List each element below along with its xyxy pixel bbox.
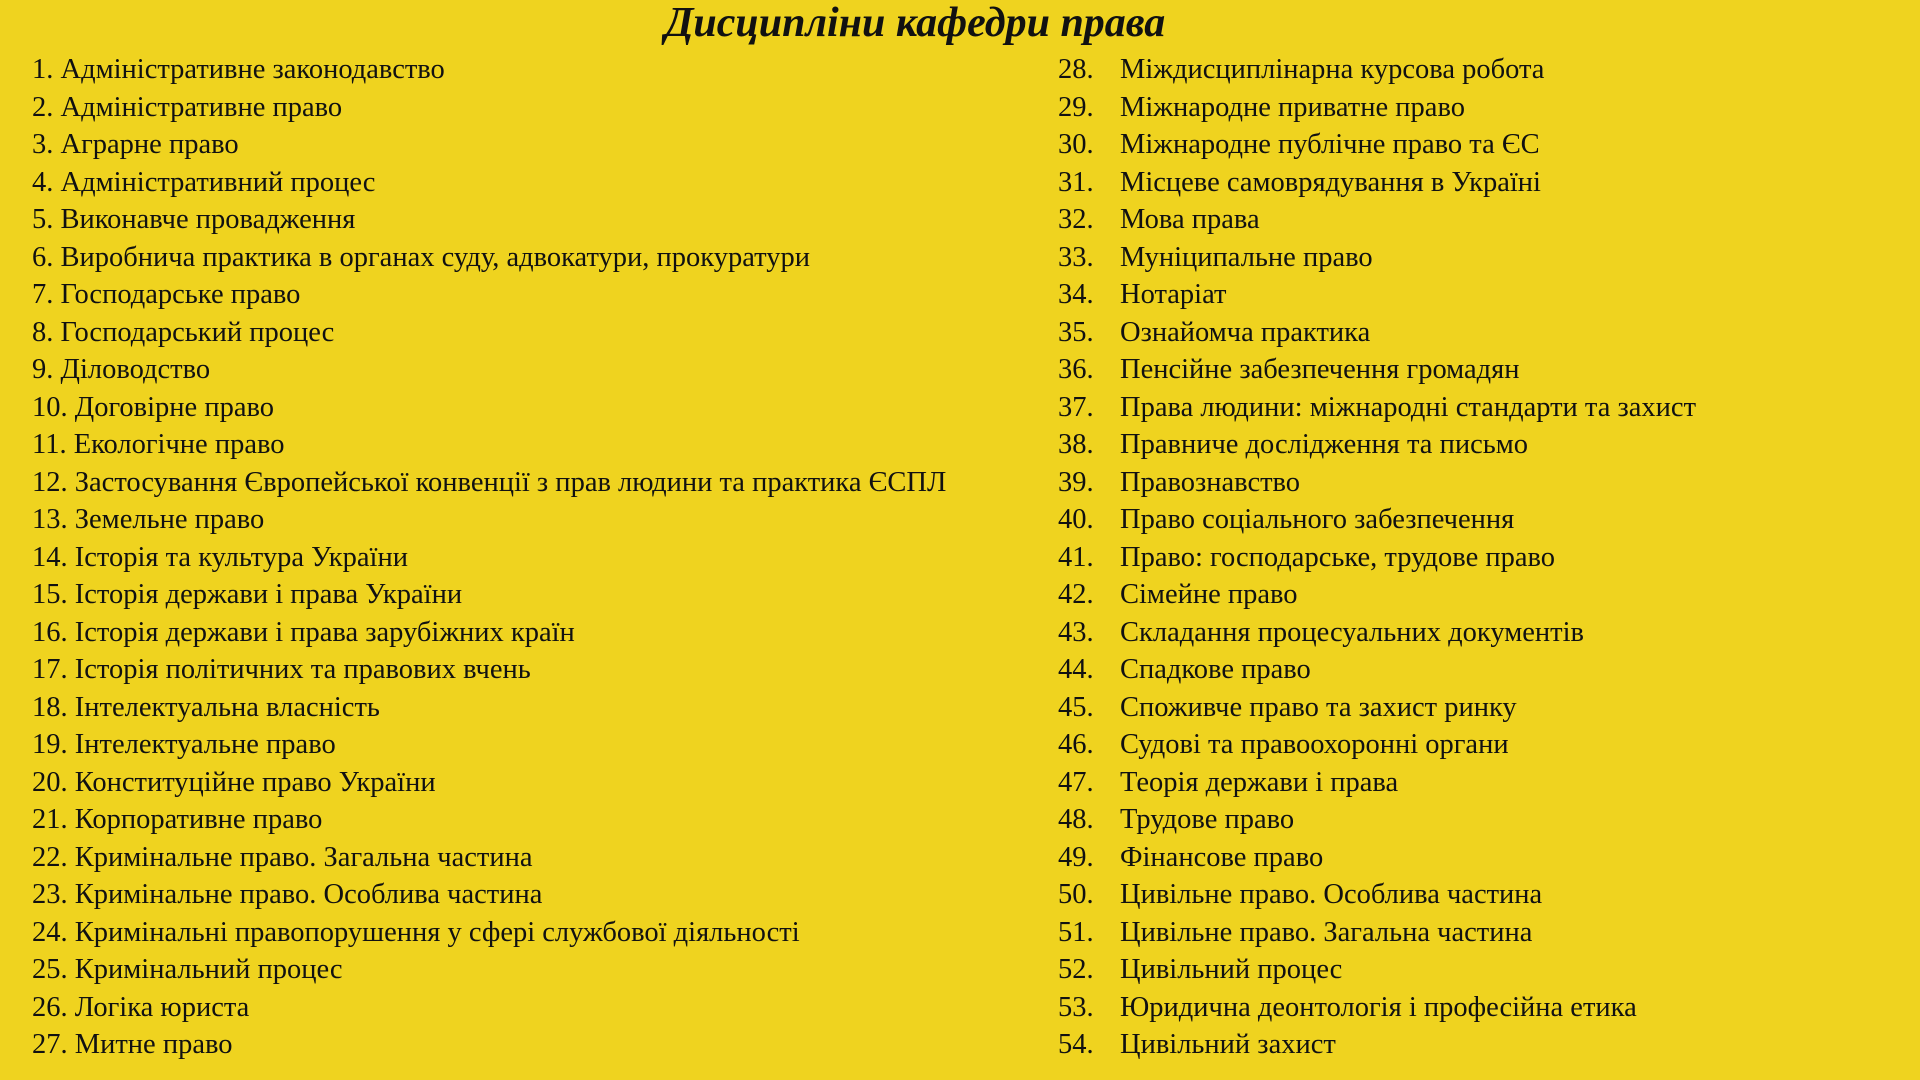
discipline-number: 38.	[1058, 429, 1094, 460]
discipline-name: Інтелектуальне право	[74, 729, 336, 760]
discipline-number: 39.	[1058, 466, 1094, 498]
discipline-item	[32, 876, 1052, 914]
discipline-item	[1058, 651, 1898, 689]
discipline-name: Митне право	[74, 1029, 233, 1060]
discipline-item	[1058, 614, 1898, 652]
discipline-name: Адміністративне законодавство	[60, 54, 445, 85]
discipline-item	[32, 464, 1052, 502]
discipline-number: 18.	[32, 691, 68, 723]
discipline-number: 34.	[1058, 279, 1094, 310]
discipline-number: 53.	[1058, 991, 1094, 1023]
discipline-number: 1.	[32, 54, 54, 85]
discipline-name: Юридична деонтологія і професійна етика	[1120, 991, 1637, 1023]
discipline-list-right	[1058, 51, 1898, 1064]
discipline-number: 41.	[1058, 541, 1094, 573]
discipline-number: 15.	[32, 579, 68, 610]
discipline-name: Правниче дослідження та письмо	[1120, 429, 1529, 460]
discipline-item	[32, 126, 1052, 164]
discipline-name: Корпоративне право	[74, 804, 323, 835]
discipline-number: 29.	[1058, 91, 1094, 123]
discipline-number: 36.	[1058, 354, 1094, 385]
discipline-name: Логіка юриста	[74, 991, 250, 1023]
discipline-number: 32.	[1058, 204, 1094, 235]
discipline-number: 4.	[32, 166, 54, 198]
discipline-item	[1058, 576, 1898, 614]
discipline-name: Цивільний захист	[1120, 1029, 1336, 1060]
discipline-name: Екологічне право	[73, 429, 285, 460]
discipline-item	[1058, 126, 1898, 164]
discipline-number: 45.	[1058, 691, 1094, 723]
discipline-item	[32, 164, 1052, 202]
discipline-number: 16.	[32, 616, 68, 648]
discipline-name: Виробнича практика в органах суду, адвокатури, прокуратури	[60, 241, 810, 273]
discipline-name: Історія держави і права зарубіжних країн	[74, 616, 575, 648]
discipline-name: Фінансове право	[1120, 841, 1324, 873]
discipline-name: Право соціального забезпечення	[1120, 504, 1515, 535]
discipline-list-left	[32, 51, 1052, 1064]
discipline-item	[1058, 764, 1898, 802]
discipline-item	[1058, 726, 1898, 764]
discipline-item	[32, 914, 1052, 952]
discipline-name: Спадкове право	[1120, 654, 1311, 685]
discipline-item	[1058, 914, 1898, 952]
discipline-number: 13.	[32, 504, 68, 535]
discipline-item	[1058, 839, 1898, 877]
discipline-item	[32, 501, 1052, 539]
discipline-name: Право: господарське, трудове право	[1120, 541, 1556, 573]
discipline-name: Історія та культура України	[74, 541, 408, 573]
discipline-name: Господарське право	[60, 279, 301, 310]
discipline-item	[1058, 314, 1898, 352]
discipline-number: 17.	[32, 654, 68, 685]
discipline-item	[32, 276, 1052, 314]
discipline-number: 22.	[32, 841, 68, 873]
discipline-name: Застосування Європейської конвенції з прав людини та практика ЄСПЛ	[74, 466, 947, 498]
discipline-item	[1058, 351, 1898, 389]
discipline-name: Муніципальне право	[1120, 241, 1373, 273]
discipline-name: Пенсійне забезпечення громадян	[1120, 354, 1520, 385]
discipline-name: Діловодство	[60, 354, 211, 385]
discipline-item	[32, 389, 1052, 427]
discipline-number: 44.	[1058, 654, 1094, 685]
discipline-number: 19.	[32, 729, 68, 760]
discipline-name: Історія держави і права України	[74, 579, 463, 610]
discipline-item	[32, 726, 1052, 764]
discipline-item	[1058, 801, 1898, 839]
discipline-number: 20.	[32, 766, 68, 798]
discipline-number: 25.	[32, 954, 68, 985]
discipline-name: Господарський процес	[60, 316, 335, 348]
discipline-name: Сімейне право	[1120, 579, 1298, 610]
discipline-item	[1058, 426, 1898, 464]
discipline-item	[32, 689, 1052, 727]
discipline-number: 52.	[1058, 954, 1094, 985]
discipline-number: 21.	[32, 804, 68, 835]
discipline-number: 54.	[1058, 1029, 1094, 1060]
discipline-item	[32, 651, 1052, 689]
discipline-number: 23.	[32, 879, 68, 910]
discipline-item	[32, 201, 1052, 239]
discipline-number: 9.	[32, 354, 54, 385]
discipline-name: Конституційне право України	[74, 766, 436, 798]
discipline-number: 46.	[1058, 729, 1094, 760]
discipline-number: 50.	[1058, 879, 1094, 910]
discipline-item	[32, 839, 1052, 877]
discipline-item	[1058, 464, 1898, 502]
discipline-item	[1058, 164, 1898, 202]
discipline-item	[1058, 201, 1898, 239]
discipline-item	[32, 1026, 1052, 1064]
discipline-number: 2.	[32, 91, 54, 123]
discipline-number: 42.	[1058, 579, 1094, 610]
discipline-number: 11.	[32, 429, 67, 460]
discipline-number: 47.	[1058, 766, 1094, 798]
discipline-item	[1058, 1026, 1898, 1064]
discipline-name: Права людини: міжнародні стандарти та захист	[1120, 391, 1697, 423]
discipline-name: Виконавче провадження	[60, 204, 356, 235]
discipline-name: Складання процесуальних документів	[1120, 616, 1584, 648]
discipline-name: Адміністративний процес	[60, 166, 376, 198]
discipline-item	[1058, 51, 1898, 89]
discipline-number: 49.	[1058, 841, 1094, 873]
discipline-item	[32, 951, 1052, 989]
discipline-name: Мова права	[1120, 204, 1260, 235]
discipline-number: 28.	[1058, 54, 1094, 85]
discipline-name: Міжнародне приватне право	[1120, 91, 1465, 123]
discipline-item	[32, 89, 1052, 127]
discipline-number: 3.	[32, 129, 54, 160]
discipline-number: 43.	[1058, 616, 1094, 648]
discipline-name: Кримінальне право. Загальна частина	[74, 841, 533, 873]
discipline-number: 5.	[32, 204, 54, 235]
discipline-name: Договірне право	[74, 391, 274, 423]
discipline-name: Місцеве самоврядування в Україні	[1120, 166, 1541, 198]
discipline-number: 24.	[32, 916, 68, 948]
discipline-item	[1058, 239, 1898, 277]
discipline-item	[1058, 89, 1898, 127]
discipline-number: 14.	[32, 541, 68, 573]
discipline-item	[32, 314, 1052, 352]
discipline-item	[32, 989, 1052, 1027]
page-title: Дисципліни кафедри права	[664, 0, 1166, 46]
discipline-name: Історія політичних та правових вчень	[74, 654, 531, 685]
discipline-name: Цивільне право. Особлива частина	[1120, 879, 1543, 910]
discipline-name: Цивільне право. Загальна частина	[1120, 916, 1533, 948]
discipline-number: 35.	[1058, 316, 1094, 348]
discipline-item	[32, 614, 1052, 652]
discipline-name: Адміністративне право	[60, 91, 343, 123]
discipline-item	[1058, 876, 1898, 914]
discipline-name: Міждисциплінарна курсова робота	[1120, 54, 1545, 85]
discipline-number: 8.	[32, 316, 54, 348]
discipline-item	[32, 51, 1052, 89]
discipline-item	[1058, 389, 1898, 427]
discipline-name: Цивільний процес	[1120, 954, 1343, 985]
discipline-number: 37.	[1058, 391, 1094, 423]
discipline-item	[1058, 276, 1898, 314]
discipline-name: Земельне право	[74, 504, 265, 535]
discipline-item	[32, 239, 1052, 277]
discipline-item	[32, 764, 1052, 802]
discipline-name: Трудове право	[1120, 804, 1295, 835]
discipline-name: Кримінальний процес	[74, 954, 343, 985]
discipline-name: Правознавство	[1120, 466, 1301, 498]
discipline-item	[32, 426, 1052, 464]
discipline-name: Аграрне право	[60, 129, 239, 160]
discipline-number: 12.	[32, 466, 68, 498]
discipline-item	[1058, 689, 1898, 727]
discipline-number: 31.	[1058, 166, 1094, 198]
discipline-number: 26.	[32, 991, 68, 1023]
discipline-name: Споживче право та захист ринку	[1120, 691, 1517, 723]
discipline-item	[1058, 501, 1898, 539]
discipline-name: Кримінальні правопорушення у сфері службової діяльності	[74, 916, 800, 948]
discipline-name: Нотаріат	[1120, 279, 1227, 310]
discipline-item	[32, 576, 1052, 614]
discipline-name: Теорія держави і права	[1120, 766, 1399, 798]
discipline-number: 30.	[1058, 129, 1094, 160]
discipline-name: Судові та правоохоронні органи	[1120, 729, 1509, 760]
discipline-number: 27.	[32, 1029, 68, 1060]
discipline-item	[32, 351, 1052, 389]
discipline-item	[1058, 539, 1898, 577]
discipline-number: 51.	[1058, 916, 1094, 948]
discipline-item	[1058, 951, 1898, 989]
discipline-name: Інтелектуальна власність	[74, 691, 380, 723]
discipline-item	[1058, 989, 1898, 1027]
discipline-item	[32, 539, 1052, 577]
discipline-number: 33.	[1058, 241, 1094, 273]
discipline-number: 7.	[32, 279, 54, 310]
discipline-number: 6.	[32, 241, 54, 273]
discipline-name: Ознайомча практика	[1120, 316, 1371, 348]
discipline-number: 48.	[1058, 804, 1094, 835]
discipline-item	[32, 801, 1052, 839]
discipline-name: Кримінальне право. Особлива частина	[74, 879, 543, 910]
discipline-name: Міжнародне публічне право та ЄС	[1120, 129, 1540, 160]
discipline-number: 40.	[1058, 504, 1094, 535]
discipline-number: 10.	[32, 391, 68, 423]
